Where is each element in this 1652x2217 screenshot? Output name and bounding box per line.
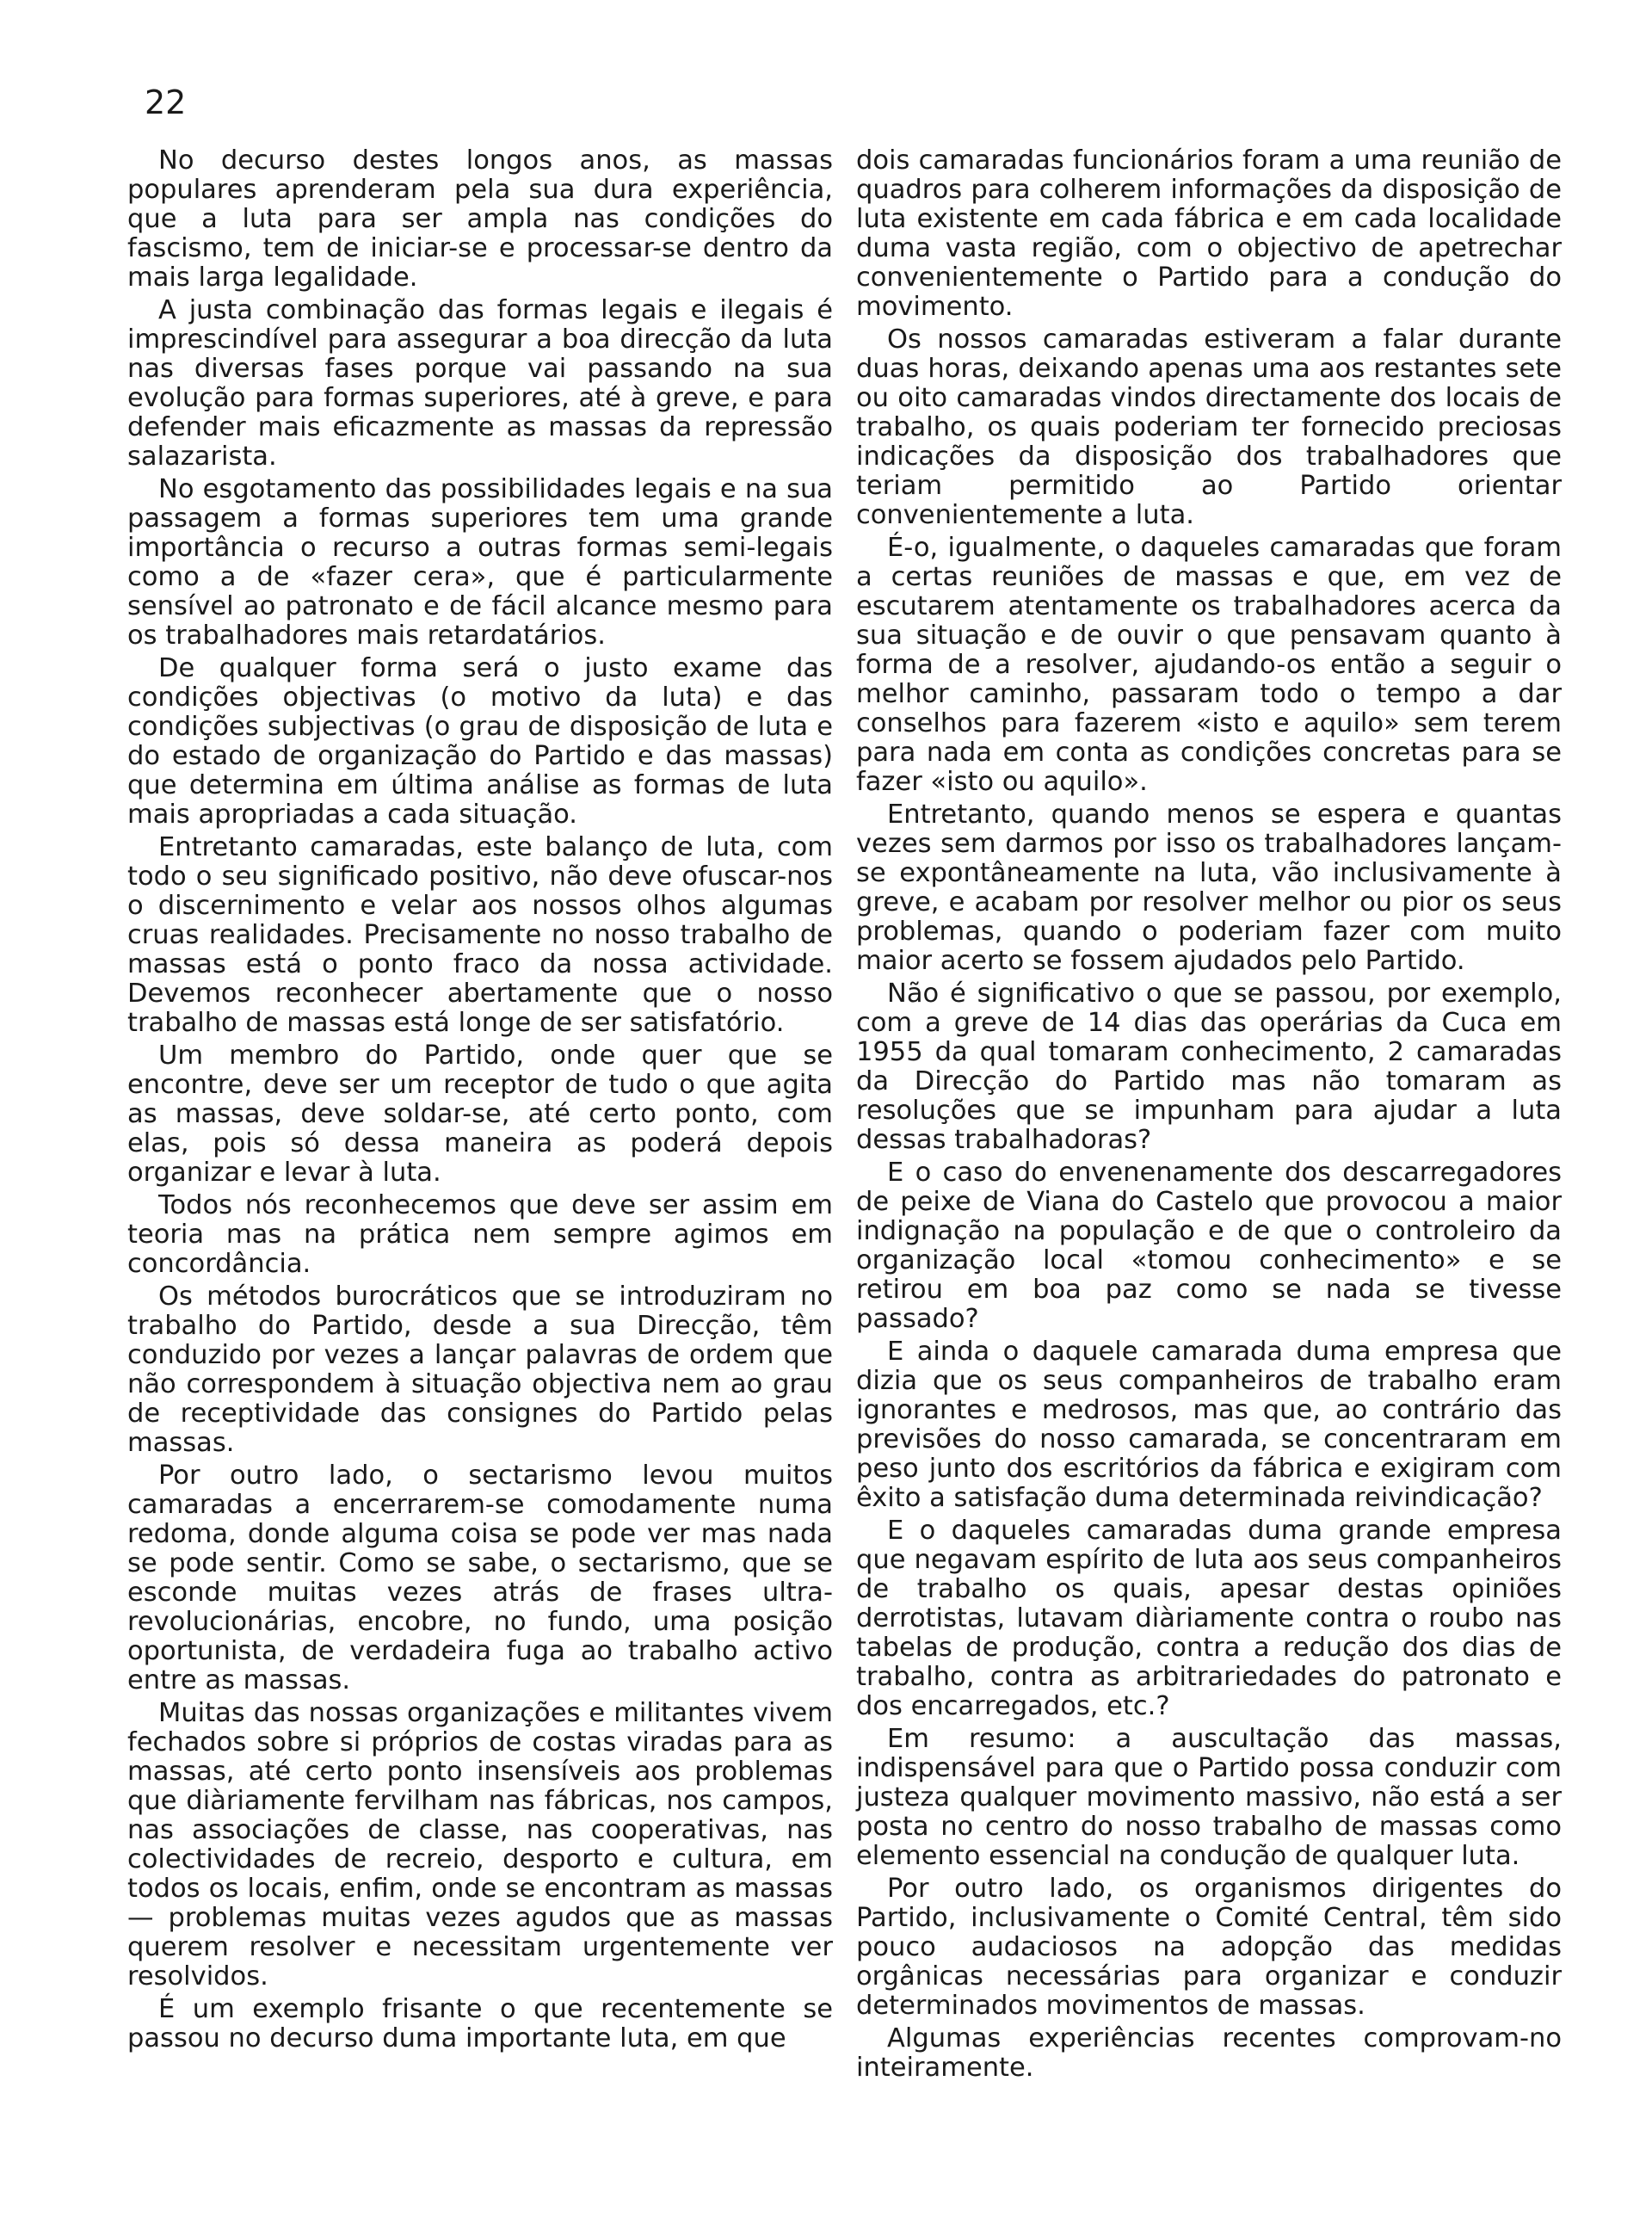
paragraph: De qualquer forma será o justo exame das condições objectivas (o motivo da luta) e das condições subjectivas (o grau de disposição de luta e do estado de organização do Partido e das massas) que determina em última análise as formas de luta mais apropriadas a cada situação. [127, 653, 833, 830]
paragraph: Entretanto, quando menos se espera e quantas vezes sem darmos por isso os trabalhadores lançam-se expontâneamente na luta, vão inclusivamente à greve, e acabam por resolver melhor ou pior os seus problemas, quando o poderiam fazer com muito maior acerto se fossem ajudados pelo Partido. [856, 800, 1562, 976]
paragraph: Todos nós reconhecemos que deve ser assim em teoria mas na prática nem sempre agimos em concordância. [127, 1190, 833, 1279]
paragraph: Algumas experiências recentes comprovam-no inteiramente. [856, 2023, 1562, 2083]
page-number: 22 [145, 83, 187, 121]
paragraph: E o caso do envenenamente dos descarregadores de peixe de Viana do Castelo que provocou a maior indignação na população e de que o controleiro da organização local «tomou conhecimento» e se retirou em boa paz como se nada se tivesse passado? [856, 1158, 1562, 1334]
paragraph: Em resumo: a auscultação das massas, indispensável para que o Partido possa conduzir com justeza qualquer movimento massivo, não está a ser posta no centro do nosso trabalho de massas como elemento essencial na condução de qualquer luta. [856, 1724, 1562, 1871]
left-column [127, 146, 833, 2057]
paragraph: E o daqueles camaradas duma grande empresa que negavam espírito de luta aos seus companheiros de trabalho os quais, apesar destas opiniões derrotistas, lutavam diàriamente contra o roubo nas tabelas de produção, contra a redução dos dias de trabalho, contra as arbitrariedades do patronato e dos encarregados, etc.? [856, 1516, 1562, 1721]
paragraph: Muitas das nossas organizações e militantes vivem fechados sobre si próprios de costas viradas para as massas, até certo ponto insensíveis aos problemas que diàriamente fervilham nas fábricas, nos campos, nas associações de classe, nas cooperativas, nas colectividades de recreio, desporto e cultura, em todos os locais, enfim, onde se encontram as massas — problemas muitas vezes agudos que as massas querem resolver e necessitam urgentemente ver resolvidos. [127, 1698, 833, 1992]
paragraph: E ainda o daquele camarada duma empresa que dizia que os seus companheiros de trabalho eram ignorantes e medrosos, mas que, ao contrário das previsões do nosso camarada, se concentraram em peso junto dos escritórios da fábrica e exigiram com êxito a satisfação duma determinada reivindicação? [856, 1337, 1562, 1513]
paragraph: É um exemplo frisante o que recentemente se passou no decurso duma importante luta, em que [127, 1994, 833, 2053]
paragraph: Não é significativo o que se passou, por exemplo, com a greve de 14 dias das operárias da Cuca em 1955 da qual tomaram conhecimento, 2 camaradas da Direcção do Partido mas não tomaram as resoluções que se impunham para ajudar a luta dessas trabalhadoras? [856, 979, 1562, 1155]
paragraph: Um membro do Partido, onde quer que se encontre, deve ser um receptor de tudo o que agita as massas, deve soldar-se, até certo ponto, com elas, pois só dessa maneira as poderá depois organizar e levar à luta. [127, 1041, 833, 1188]
paragraph: Por outro lado, os organismos dirigentes do Partido, inclusivamente o Comité Central, têm sido pouco audaciosos na adopção das medidas orgânicas necessárias para organizar e conduzir determinados movimentos de massas. [856, 1874, 1562, 2021]
paragraph: Entretanto camaradas, este balanço de luta, com todo o seu significado positivo, não deve ofuscar-nos o discernimento e velar aos nossos olhos algumas cruas realidades. Precisamente no nosso trabalho de massas está o ponto fraco da nossa actividade. Devemos reconhecer abertamente que o nosso trabalho de massas está longe de ser satisfatório. [127, 832, 833, 1038]
paragraph: No esgotamento das possibilidades legais e na sua passagem a formas superiores tem uma grande importância o recurso a outras formas semi-legais como a de «fazer cera», que é particularmente sensível ao patronato e de fácil alcance mesmo para os trabalhadores mais retardatários. [127, 474, 833, 651]
paragraph: Os métodos burocráticos que se introduziram no trabalho do Partido, desde a sua Direcção, têm conduzido por vezes a lançar palavras de ordem que não correspondem à situação objectiva nem ao grau de receptividade das consignes do Partido pelas massas. [127, 1281, 833, 1458]
paragraph: Os nossos camaradas estiveram a falar durante duas horas, deixando apenas uma aos restantes sete ou oito camaradas vindos directamente dos locais de trabalho, os quais poderiam ter fornecido preciosas indicações da disposição dos trabalhadores que teriam permitido ao Partido orientar convenientemente a luta. [856, 324, 1562, 530]
paragraph: A justa combinação das formas legais e ilegais é imprescindível para assegurar a boa direcção da luta nas diversas fases porque vai passando na sua evolução para formas superiores, até à greve, e para defender mais eficazmente as massas da repressão salazarista. [127, 295, 833, 472]
paragraph: Por outro lado, o sectarismo levou muitos camaradas a encerrarem-se comodamente numa redoma, donde alguma coisa se pode ver mas nada se pode sentir. Como se sabe, o sectarismo, que se esconde muitas vezes atrás de frases ultra-revolucionárias, encobre, no fundo, uma posição oportunista, de verdadeira fuga ao trabalho activo entre as massas. [127, 1461, 833, 1695]
paragraph: É-o, igualmente, o daqueles camaradas que foram a certas reuniões de massas e que, em vez de escutarem atentamente os trabalhadores acerca da sua situação e de ouvir o que pensavam quanto à forma de a resolver, ajudando-os então a seguir o melhor caminho, passaram todo o tempo a dar conselhos para fazerem «isto e aquilo» sem terem para nada em conta as condições concretas para se fazer «isto ou aquilo». [856, 533, 1562, 797]
right-column [856, 146, 1562, 2086]
paragraph: No decurso destes longos anos, as massas populares aprenderam pela sua dura experiência, que a luta para ser ampla nas condições do fascismo, tem de iniciar-se e processar-se dentro da mais larga legalidade. [127, 145, 833, 293]
paragraph: dois camaradas funcionários foram a uma reunião de quadros para colherem informações da disposição de luta existente em cada fábrica e em cada localidade duma vasta região, com o objectivo de apetrechar convenientemente o Partido para a condução do movimento. [856, 145, 1562, 322]
